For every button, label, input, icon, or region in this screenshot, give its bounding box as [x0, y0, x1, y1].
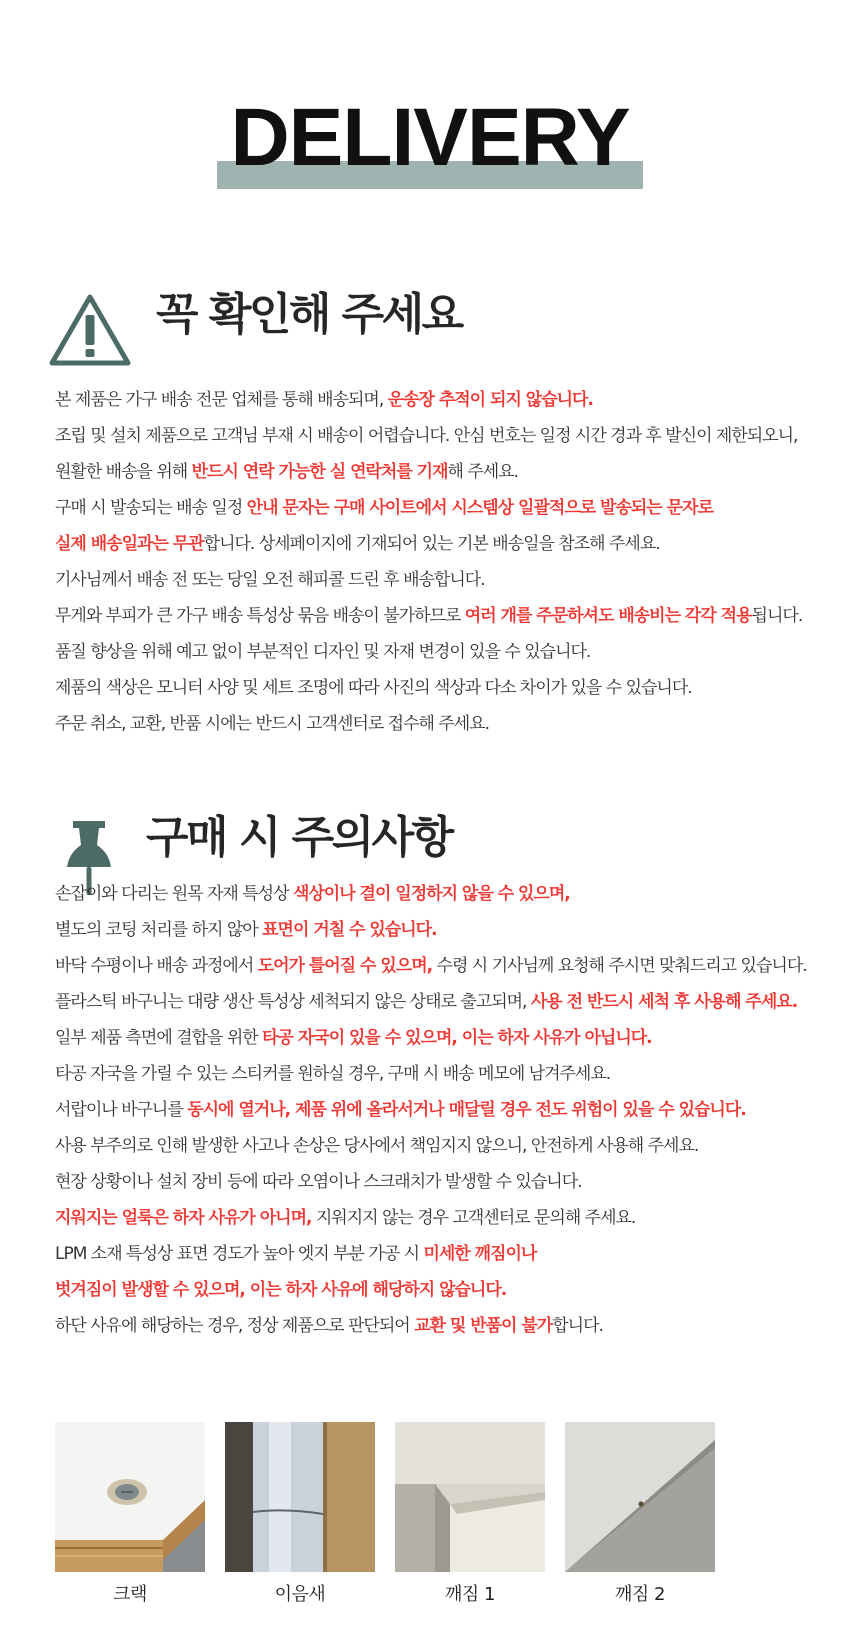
note-text: 품질 향상을 위해 예고 없이 부분적인 디자인 및 자재 변경이 있을 수 있습니다. [55, 642, 591, 662]
check-note-line [55, 526, 802, 562]
check-note-line [55, 382, 802, 418]
highlighted-text: 여러 개를 주문하셔도 배송비는 각각 적용 [464, 606, 752, 626]
caution-note-line [55, 1164, 807, 1200]
check-note-line [55, 706, 802, 742]
highlighted-text: 안내 문자는 구매 사이트에서 시스템상 일괄적으로 발송되는 문자로 [246, 498, 713, 518]
note-text: 합니다. [552, 1316, 603, 1336]
highlighted-text: 지워지는 얼룩은 하자 사유가 아니며, [55, 1208, 312, 1228]
note-text: 제품의 색상은 모니터 사양 및 세트 조명에 따라 사진의 색상과 다소 차이가 있을 수 있습니다. [55, 678, 692, 698]
note-text: 본 제품은 가구 배송 전문 업체를 통해 배송되며, [55, 390, 388, 410]
chip1-photo [395, 1422, 545, 1572]
highlighted-text: 도어가 틀어질 수 있으며, [257, 956, 433, 976]
highlighted-text: 미세한 깨짐이나 [423, 1244, 537, 1264]
note-text: 일부 제품 측면에 결합을 위한 [55, 1028, 263, 1048]
photo-caption: 크랙 [113, 1584, 147, 1605]
note-text: 손잡이와 다리는 원목 자재 특성상 [55, 884, 293, 904]
photo-card-seam [225, 1422, 375, 1606]
caution-notes-list [55, 876, 807, 1344]
highlighted-text: 운송장 추적이 되지 않습니다. [387, 390, 593, 410]
photo-caption: 이음새 [274, 1584, 326, 1605]
crack-photo [55, 1422, 205, 1572]
check-note-line [55, 634, 802, 670]
note-text: 타공 자국을 가릴 수 있는 스티커를 원하실 경우, 구매 시 배송 메모에 남겨주세요. [55, 1064, 611, 1084]
note-text: 주문 취소, 교환, 반품 시에는 반드시 고객센터로 접수해 주세요. [55, 714, 489, 734]
section-heading-check: 꼭 확인해 주세요 [156, 289, 462, 340]
warning-triangle-icon [48, 293, 132, 367]
note-text: 무게와 부피가 큰 가구 배송 특성상 묶음 배송이 불가하므로 [55, 606, 465, 626]
check-note-line [55, 418, 802, 454]
caution-note-line [55, 1092, 807, 1128]
note-text: 현장 상황이나 설치 장비 등에 따라 오염이나 스크래치가 발생할 수 있습니다. [55, 1172, 582, 1192]
note-text: 원활한 배송을 위해 [55, 462, 192, 482]
highlighted-text: 교환 및 반품이 불가 [414, 1316, 553, 1336]
caution-note-line [55, 1308, 807, 1344]
note-text: 기사님께서 배송 전 또는 당일 오전 해피콜 드린 후 배송합니다. [55, 570, 485, 590]
note-text: 됩니다. [751, 606, 803, 626]
caution-note-line [55, 984, 807, 1020]
note-text: 지워지지 않는 경우 고객센터로 문의해 주세요. [311, 1208, 636, 1228]
caution-note-line [55, 1020, 807, 1056]
highlighted-text: 색상이나 결이 일정하지 않을 수 있으며, [292, 884, 570, 904]
check-note-line [55, 454, 802, 490]
check-note-line [55, 670, 802, 706]
note-text: 사용 부주의로 인해 발생한 사고나 손상은 당사에서 책임지지 않으니, 안전하게 사용해 주세요. [55, 1136, 699, 1156]
highlighted-text: 벗겨짐이 발생할 수 있으며, 이는 하자 사유에 해당하지 않습니다. [55, 1280, 507, 1300]
note-text: 서랍이나 바구니를 [55, 1100, 188, 1120]
highlighted-text: 표면이 거칠 수 있습니다. [262, 920, 437, 940]
check-note-line [55, 562, 802, 598]
photo-card-chip2 [565, 1422, 715, 1606]
photo-card-chip1 [395, 1422, 545, 1606]
note-text: LPM 소재 특성상 표면 경도가 높아 엣지 부분 가공 시 [55, 1244, 424, 1264]
caution-note-line [55, 1236, 807, 1272]
highlighted-text: 반드시 연락 가능한 실 연락처를 기재 [191, 462, 448, 482]
highlighted-text: 동시에 열거나, 제품 위에 올라서거나 매달릴 경우 전도 위험이 있을 수 있습니다. [187, 1100, 746, 1120]
note-text: 조립 및 설치 제품으로 고객님 부재 시 배송이 어렵습니다. 안심 번호는 일정 시간 경과 후 발신이 제한되오니, [55, 426, 798, 446]
photo-card-crack [55, 1422, 205, 1606]
highlighted-text: 실제 배송일과는 무관 [55, 534, 204, 554]
chip2-photo [565, 1422, 715, 1572]
note-text: 하단 사유에 해당하는 경우, 정상 제품으로 판단되어 [55, 1316, 415, 1336]
page-title: DELIVERY [230, 92, 630, 183]
note-text: 바닥 수평이나 배송 과정에서 [55, 956, 258, 976]
note-text: 수령 시 기사님께 요청해 주시면 맞춰드리고 있습니다. [432, 956, 807, 976]
photo-caption: 깨짐 2 [615, 1584, 665, 1605]
seam-photo [225, 1422, 375, 1572]
caution-note-line [55, 1056, 807, 1092]
check-notes-list [55, 382, 802, 742]
caution-note-line [55, 948, 807, 984]
caution-note-line [55, 876, 807, 912]
check-note-line [55, 490, 802, 526]
note-text: 별도의 코팅 처리를 하지 않아 [55, 920, 263, 940]
photo-caption: 깨짐 1 [445, 1584, 495, 1605]
defect-photo-row [55, 1422, 755, 1622]
caution-note-line [55, 1200, 807, 1236]
check-note-line [55, 598, 802, 634]
caution-note-line [55, 1272, 807, 1308]
note-text: 해 주세요. [447, 462, 519, 482]
delivery-title-block [0, 92, 860, 192]
note-text: 구매 시 발송되는 배송 일정 [55, 498, 247, 518]
note-text: 플라스틱 바구니는 대량 생산 특성상 세척되지 않은 상태로 출고되며, [55, 992, 531, 1012]
highlighted-text: 사용 전 반드시 세척 후 사용해 주세요. [530, 992, 798, 1012]
section-heading-caution: 구매 시 주의사항 [146, 812, 452, 863]
caution-note-line [55, 1128, 807, 1164]
caution-note-line [55, 912, 807, 948]
note-text: 합니다. 상세페이지에 기재되어 있는 기본 배송일을 참조해 주세요. [203, 534, 660, 554]
highlighted-text: 타공 자국이 있을 수 있으며, 이는 하자 사유가 아닙니다. [262, 1028, 652, 1048]
